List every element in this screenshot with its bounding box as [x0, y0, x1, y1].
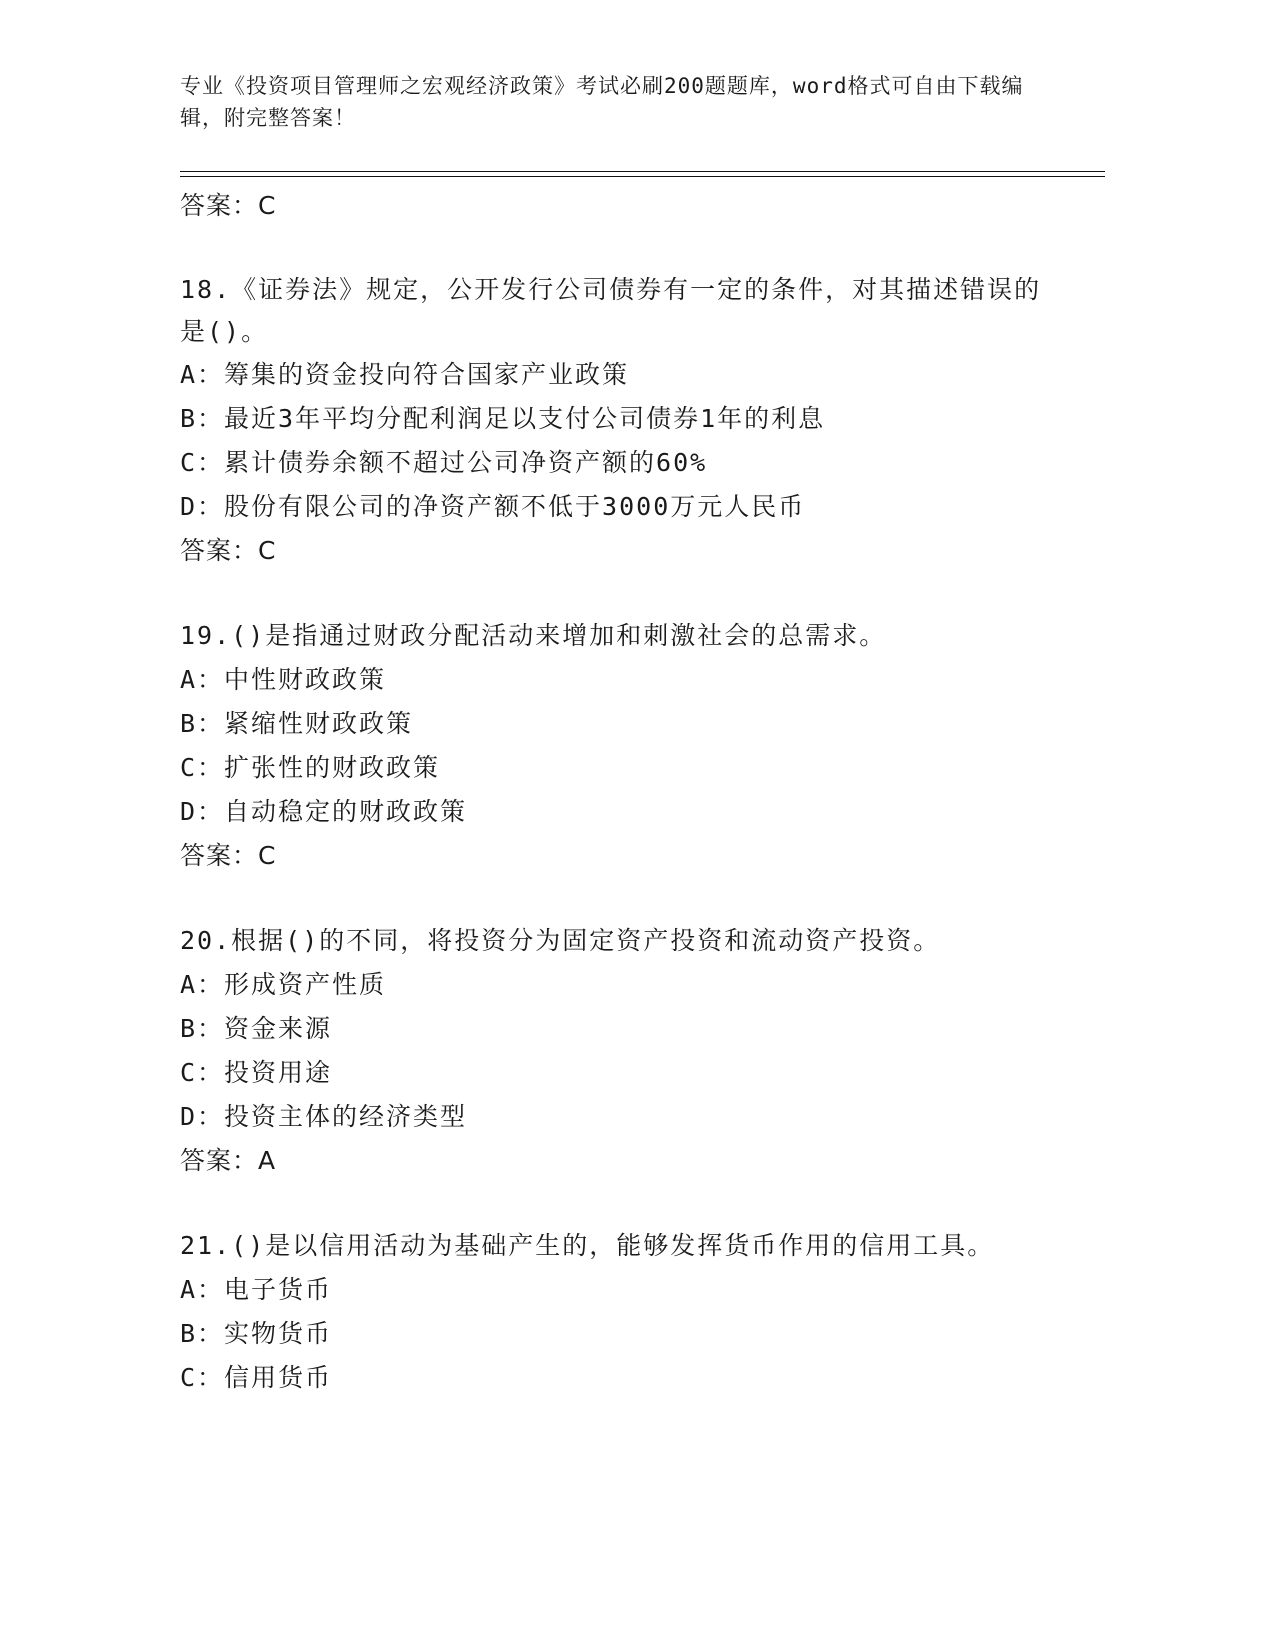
option-a: A：形成资产性质: [180, 970, 387, 999]
header-divider-top: [180, 171, 1105, 172]
question-text: 20.根据()的不同，将投资分为固定资产投资和流动资产投资。: [180, 926, 941, 955]
spacer: [180, 573, 1060, 614]
option-c: C：累计债券余额不超过公司净资产额的60%: [180, 448, 708, 477]
option-c: C：扩张性的财政政策: [180, 753, 441, 782]
question-list: [180, 184, 1060, 1400]
header-divider-bottom: [180, 176, 1105, 177]
spacer: [180, 228, 1060, 269]
option-d: D：投资主体的经济类型: [180, 1102, 468, 1131]
option-a: A：筹集的资金投向符合国家产业政策: [180, 360, 630, 389]
question-text: 19.()是指通过财政分配活动来增加和刺激社会的总需求。: [180, 621, 887, 650]
question-block: [180, 269, 1060, 573]
document-header: 专业《投资项目管理师之宏观经济政策》考试必刷200题题库，word格式可自由下载编辑，附完整答案！: [180, 74, 1024, 130]
answer-line: 答案：C: [180, 536, 277, 565]
question-block: [180, 1224, 1060, 1400]
option-b: B：资金来源: [180, 1014, 333, 1043]
question-text: 18.《证券法》规定，公开发行公司债券有一定的条件，对其描述错误的是()。: [180, 275, 1042, 346]
option-a: A：电子货币: [180, 1275, 333, 1304]
answer-line: 答案：C: [180, 191, 277, 220]
option-b: B：最近3年平均分配利润足以支付公司债券1年的利息: [180, 404, 826, 433]
option-c: C：信用货币: [180, 1363, 333, 1392]
answer-line: 答案：C: [180, 841, 277, 870]
option-b: B：紧缩性财政政策: [180, 709, 414, 738]
spacer: [180, 878, 1060, 919]
question-block: [180, 614, 1060, 878]
option-b: B：实物货币: [180, 1319, 333, 1348]
answer-line: 答案：A: [180, 1146, 277, 1175]
option-a: A：中性财政政策: [180, 665, 387, 694]
option-c: C：投资用途: [180, 1058, 333, 1087]
question-block: [180, 919, 1060, 1183]
option-d: D：自动稳定的财政政策: [180, 797, 468, 826]
question-text: 21.()是以信用活动为基础产生的，能够发挥货币作用的信用工具。: [180, 1231, 995, 1260]
spacer: [180, 1183, 1060, 1224]
option-d: D：股份有限公司的净资产额不低于3000万元人民币: [180, 492, 806, 521]
